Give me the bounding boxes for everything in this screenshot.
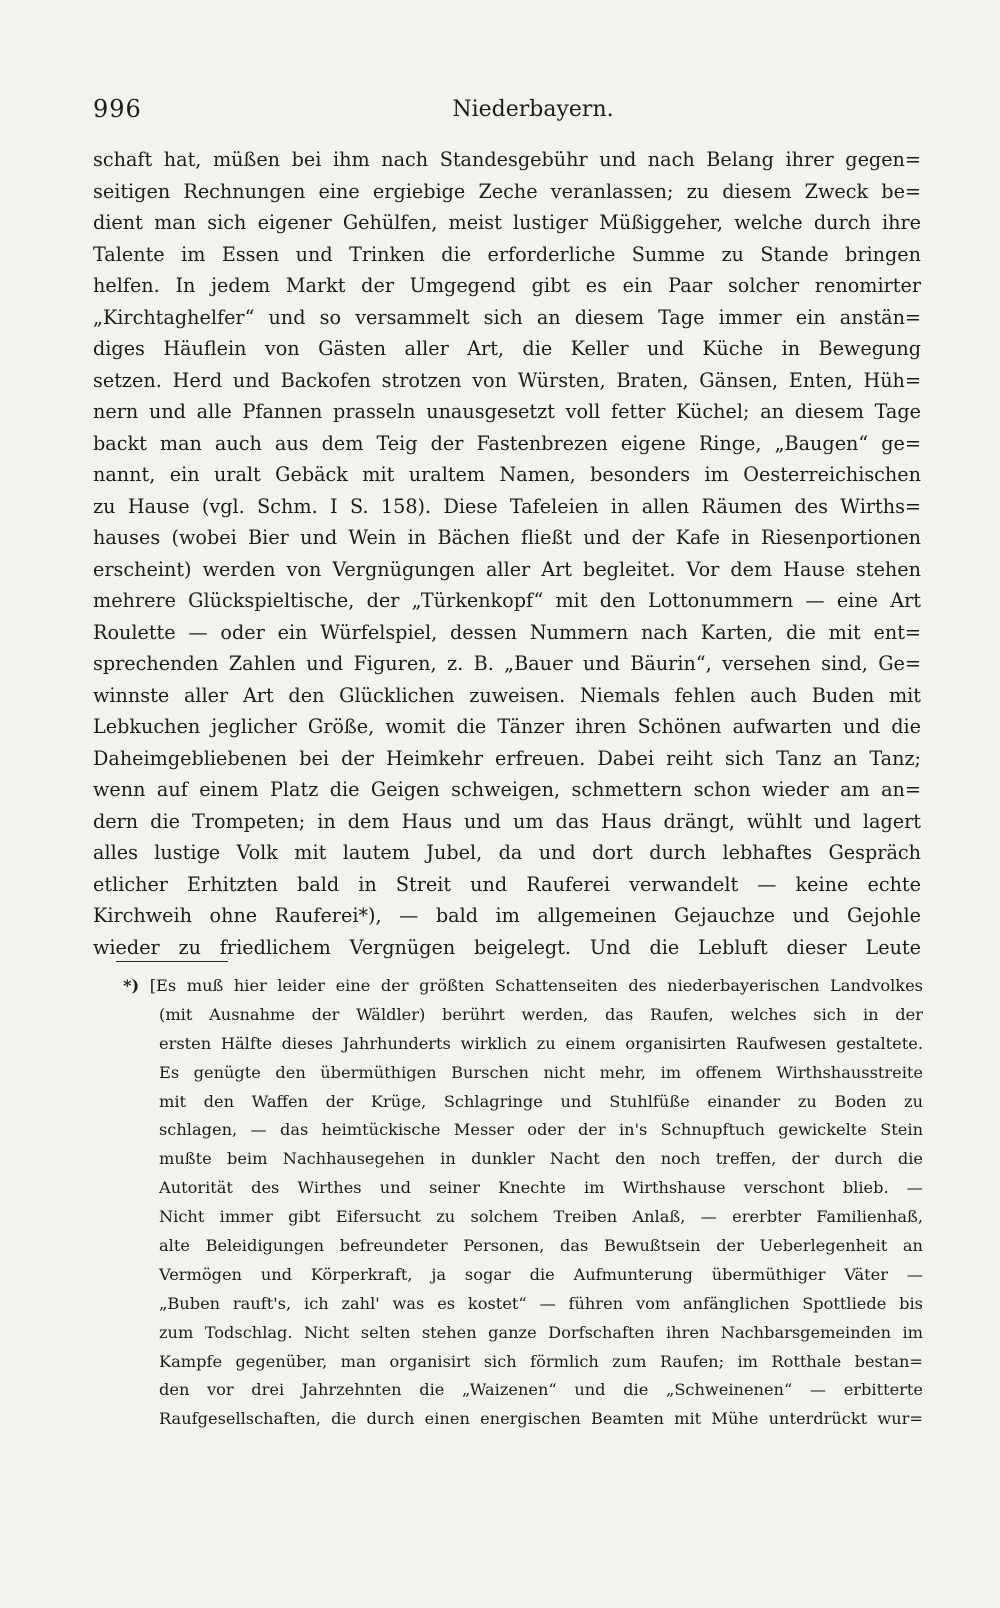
text-line: helfen. In jedem Markt der Umgegend gibt es ein Paar solcher renomirter <box>93 274 921 297</box>
text-line: wenn auf einem Platz die Geigen schweigen, schmettern schon wieder am an= <box>93 778 921 801</box>
footnote-line: zum Todschlag. Nicht selten stehen ganze Dorfschaften ihren Nachbarsgemeinden im <box>159 1322 923 1342</box>
footnote-line <box>123 972 923 1001</box>
text-line: nern und alle Pfannen prasseln unausgesetzt voll fetter Küchel; an diesem Tage <box>93 400 921 423</box>
body-text <box>93 144 921 963</box>
text-line: setzen. Herd und Backofen strotzen von Würsten, Braten, Gänsen, Enten, Hüh= <box>93 368 921 392</box>
page-number: 996 <box>93 95 142 123</box>
footnote-line: „Buben rauft's, ich zahl' was es kostet“ — führen vom anfänglichen Spottliede bis <box>159 1293 923 1313</box>
text-line: etlicher Erhitzten bald in Streit und Rauferei verwandelt — keine echte <box>93 872 921 896</box>
text-line: hauses (wobei Bier und Wein in Bächen fließt und der Kafe in Riesenportionen <box>93 526 921 549</box>
text-line: schaft hat, müßen bei ihm nach Standesgebühr und nach Belang ihrer gegen= <box>93 148 921 171</box>
text-line: Kirchweih ohne Rauferei*), — bald im allgemeinen Gejauchze und Gejohle <box>93 904 921 927</box>
footnote-line-text: [Es muß hier leider eine der größten Schattenseiten des niederbayerischen Landvolkes <box>149 976 923 995</box>
text-line: „Kirchtaghelfer“ und so versammelt sich an diesem Tage immer ein anstän= <box>93 305 921 329</box>
footnote-line: mit den Waffen der Krüge, Schlagringe und Stuhlfüße einander zu Boden zu <box>159 1091 923 1111</box>
text-line: Talente im Essen und Trinken die erforderliche Summe zu Stande bringen <box>93 242 921 266</box>
text-line: wieder zu friedlichem Vergnügen beigelegt. Und die Lebluft dieser Leute <box>93 935 921 959</box>
text-line: erscheint) werden von Vergnügungen aller Art begleitet. Vor dem Hause stehen <box>93 557 921 581</box>
text-line: sprechenden Zahlen und Figuren, z. B. „Bauer und Bäurin“, versehen sind, Ge= <box>93 652 921 675</box>
footnote-line: Autorität des Wirthes und seiner Knechte im Wirthshause verschont blieb. — <box>159 1178 923 1198</box>
text-line: Lebkuchen jeglicher Größe, womit die Tänzer ihren Schönen aufwarten und die <box>93 715 921 738</box>
footnote-rule <box>116 961 228 962</box>
footnote-line: den vor drei Jahrzehnten die „Waizenen“ und die „Schweinenen“ — erbitterte <box>159 1380 923 1400</box>
footnote-marker: *) <box>123 976 140 995</box>
footnote-line: Nicht immer gibt Eifersucht zu solchem Treiben Anlaß, — ererbter Familienhaß, <box>159 1207 923 1227</box>
page-header <box>93 95 913 131</box>
footnote-line: Es genügte den übermüthigen Burschen nicht mehr, im offenem Wirthshausstreite <box>159 1062 923 1082</box>
footnote-line: schlagen, — das heimtückische Messer oder der in's Schnupftuch gewickelte Stein <box>159 1120 923 1140</box>
text-line: diges Häuflein von Gästen aller Art, die Keller und Küche in Bewegung <box>93 337 921 360</box>
footnote <box>123 972 923 1434</box>
text-line: Daheimgebliebenen bei der Heimkehr erfreuen. Dabei reiht sich Tanz an Tanz; <box>93 746 921 770</box>
footnote-line: Kampfe gegenüber, man organisirt sich förmlich zum Raufen; im Rotthale bestan= <box>159 1351 923 1371</box>
footnote-line: ersten Hälfte dieses Jahrhunderts wirklich zu einem organisirten Raufwesen gestaltete. <box>159 1033 923 1053</box>
text-line: backt man auch aus dem Teig der Fastenbrezen eigene Ringe, „Baugen“ ge= <box>93 431 921 455</box>
footnote-line: alte Beleidigungen befreundeter Personen, das Bewußtsein der Ueberlegenheit an <box>159 1236 923 1256</box>
text-line: seitigen Rechnungen eine ergiebige Zeche veranlassen; zu diesem Zweck be= <box>93 179 921 203</box>
text-line: dient man sich eigener Gehülfen, meist lustiger Müßiggeher, welche durch ihre <box>93 211 921 234</box>
text-line: winnste aller Art den Glücklichen zuweisen. Niemals fehlen auch Buden mit <box>93 683 921 707</box>
footnote-line: Vermögen und Körperkraft, ja sogar die Aufmunterung übermüthiger Väter — <box>159 1264 923 1284</box>
text-line: alles lustige Volk mit lautem Jubel, da und dort durch lebhaftes Gespräch <box>93 841 921 864</box>
footnote-line: mußte beim Nachhausegehen in dunkler Nacht den noch treffen, der durch die <box>159 1149 923 1169</box>
text-line: Roulette — oder ein Würfelspiel, dessen Nummern nach Karten, die mit ent= <box>93 620 921 644</box>
text-line: dern die Trompeten; in dem Haus und um das Haus drängt, wühlt und lagert <box>93 809 921 833</box>
text-line: zu Hause (vgl. Schm. I S. 158). Diese Tafeleien in allen Räumen des Wirths= <box>93 494 921 518</box>
running-head: Niederbayern. <box>452 97 614 122</box>
text-line: nannt, ein uralt Gebäck mit uraltem Namen, besonders im Oesterreichischen <box>93 463 921 486</box>
text-line: mehrere Glückspieltische, der „Türkenkopf“ mit den Lottonummern — eine Art <box>93 589 921 612</box>
footnote-line: Raufgesellschaften, die durch einen energischen Beamten mit Mühe unterdrückt wur= <box>159 1409 923 1429</box>
footnote-line: (mit Ausnahme der Wäldler) berührt werden, das Raufen, welches sich in der <box>159 1004 923 1024</box>
